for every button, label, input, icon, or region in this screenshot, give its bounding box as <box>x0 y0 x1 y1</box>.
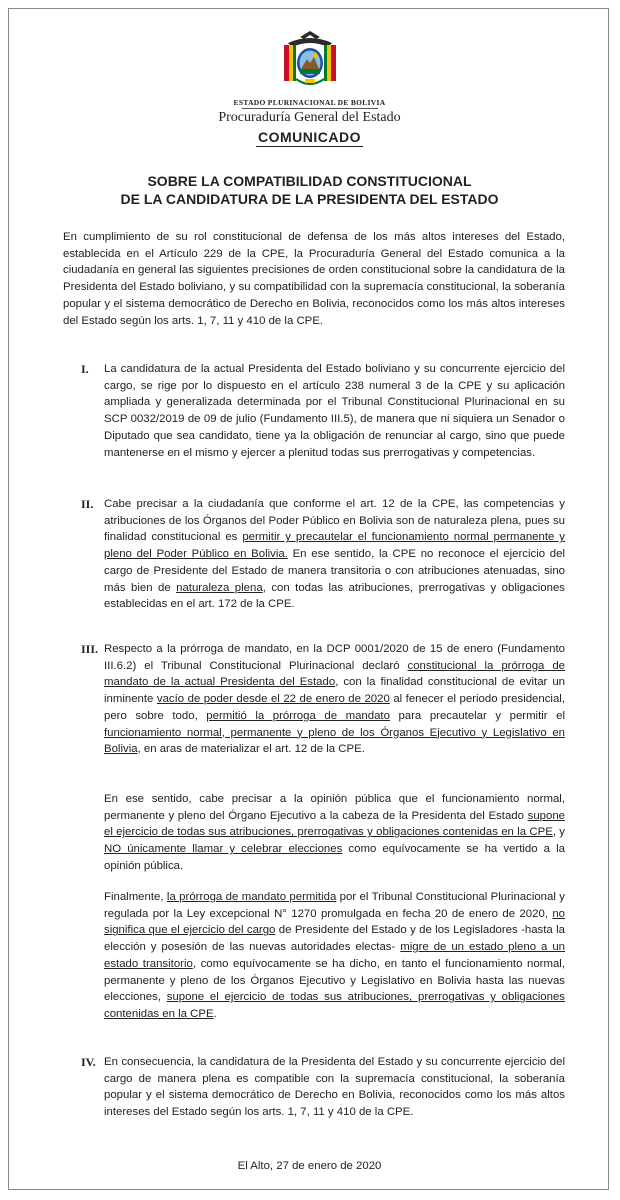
text-run: , y <box>552 826 565 839</box>
text-run: de Presidente del Estado y de los Legisladores -hasta la elección y posesión de las nuevas autoridades electas- <box>104 924 565 954</box>
document-frame <box>8 8 609 1190</box>
section-text <box>104 1054 565 1121</box>
text-run: En consecuencia, la candidatura de la Presidenta del Estado y su concurrente ejercicio del cargo de manera plena es compatible con la supremacía constitucional, la soberanía popular y el sistema democrático de Derecho en Bolivia, reconocidos como los más altos intereses del Estado según los arts. 1, 7, 11 y 410 de la CPE. <box>104 1056 565 1119</box>
section-number: II. <box>81 497 94 511</box>
section-iii-paragraph-3 <box>104 889 565 1023</box>
intro-paragraph: En cumplimiento de su rol constitucional de defensa de los más altos intereses del Estado, establecida en el Artículo 229 de la CPE, la Procuraduría General del Estado comunica a la ciudadanía en general las siguientes precisiones de orden constitucional sobre la candidatura de la Presidenta del Estado boliviano, y su compatibilidad con la supremacía constitucional, la soberanía popular y el sistema democrático de Derecho en Bolivia, reconocidos como los más altos intereses del Estado según los arts. 1, 7, 11 y 410 de la CPE. <box>63 231 565 327</box>
text-run: para precautelar y permitir el <box>389 709 565 722</box>
document-title <box>9 172 610 208</box>
letterhead-divider <box>242 108 378 109</box>
underlined-phrase: supone el ejercicio de todas sus atribuciones, prerrogativas y obligaciones contenidas en la CPE <box>104 809 565 839</box>
text-run: La candidatura de la actual Presidenta del Estado boliviano y su concurrente ejercicio del cargo, se rige por lo dispuesto en el artículo 238 numeral 3 de la CPE y su aplicación ampliada y generalizada determinada por el Tribunal Constitucional Plurinacional en su SCP 0032/2019 de 09 de julio (Fundamento III.5), de manera que ni siquiera un Senador o Diputado que sea candidato, tiene ya la obligación de renunciar al cargo, sino que puede mantenerse en el mismo y ejercer a plenitud todas sus prerrogativas y competencias. <box>104 363 565 459</box>
text-run: Cabe precisar a la ciudadanía que conforme el art. 12 de la CPE, las competencias y atribuciones de los Órganos del Poder Público en Bolivia son de naturaleza plena, pues su finalidad constitucional es <box>104 498 565 544</box>
text-run: como equívocamente se ha vertido a la opinión pública. <box>104 843 566 872</box>
section-number: I. <box>81 362 89 376</box>
underlined-phrase: constitucional la prórroga de mandato de la actual Presidenta del Estado <box>104 659 565 689</box>
title-line-1: SOBRE LA COMPATIBILIDAD CONSTITUCIONAL <box>147 173 472 189</box>
title-line-2: DE LA CANDIDATURA DE LA PRESIDENTA DEL ESTADO <box>120 191 499 207</box>
section-text <box>104 361 565 461</box>
text-run: En ese sentido, la CPE no reconoce el ejercicio del cargo de Presidente del Estado de manera transitoria o con atribuciones atenuadas, sino más bien de <box>104 548 565 594</box>
document-heading <box>9 129 610 147</box>
letterhead <box>9 29 610 126</box>
section-iii <box>63 641 565 758</box>
text-run: . <box>213 1007 217 1020</box>
bolivia-coat-of-arms-icon <box>278 29 342 91</box>
section-text <box>104 641 565 758</box>
heading-text: COMUNICADO <box>258 129 361 145</box>
underlined-phrase: permitió la prórroga de mandato <box>206 709 390 722</box>
underlined-phrase: naturaleza plena <box>176 581 263 594</box>
text-run: , con todas las atribuciones, prerrogativas y obligaciones establecidas en el art. 172 de la CPE. <box>104 581 566 611</box>
place-and-date: El Alto, 27 de enero de 2020 <box>237 1160 382 1172</box>
section-ii <box>63 496 565 613</box>
underlined-phrase: migre de un estado pleno a un estado transitorio <box>104 941 565 970</box>
underlined-phrase: supone el ejercicio de todas sus atribuciones, prerrogativas y obligaciones contenidas en la CPE <box>104 991 566 1020</box>
text-run: En ese sentido, cabe precisar a la opinión pública que el funcionamiento normal, permanente y pleno del Órgano Ejecutivo a la cabeza de la Presidenta del Estado <box>104 793 565 822</box>
text-run: , como equívocamente se ha dicho, en tanto el funcionamiento normal, permanente y pleno de los Órganos Ejecutivo y Legislativo en Bolivia hasta las nuevas elecciones, <box>104 957 565 1004</box>
institution-small-caption: ESTADO PLURINACIONAL DE BOLIVIA <box>233 98 386 107</box>
underlined-phrase: no significa que el ejercicio del cargo <box>104 907 565 937</box>
underlined-phrase: la prórroga de mandato permitida <box>166 891 337 903</box>
text-run: Finalmente, <box>104 891 167 903</box>
underlined-phrase: NO únicamente llamar y celebrar elecciones <box>104 843 343 856</box>
text-run: por el Tribunal Constitucional Plurinacional y regulada por la Ley excepcional N° 1270 promulgada en fecha 20 de enero de 2020, <box>104 891 565 920</box>
section-iii-paragraph-2 <box>104 791 565 875</box>
underlined-phrase: funcionamiento normal, permanente y pleno de los Órganos Ejecutivo y Legislativo en Bolivia <box>104 726 565 756</box>
underlined-phrase: vacío de poder desde el 22 de enero de 2020 <box>156 693 390 706</box>
section-i <box>63 361 565 461</box>
text-run: al fenecer el periodo presidencial, pero sobre todo, <box>104 693 565 722</box>
institution-name: Procuraduría General del Estado <box>218 110 401 125</box>
text-run: , en aras de materializar el art. 12 de la CPE. <box>137 743 365 756</box>
text-run: , con la finalidad constitucional de evitar un inminente <box>104 676 565 706</box>
section-number: IV. <box>81 1055 96 1069</box>
text-run: Respecto a la prórroga de mandato, en la DCP 0001/2020 de 15 de enero (Fundamento III.6.2) el Tribunal Constitucional Plurinacional declaró <box>104 643 565 672</box>
underlined-phrase: permitir y precautelar el funcionamiento normal permanente y pleno del Poder Público en Bolivia. <box>104 531 565 561</box>
section-text <box>104 496 565 613</box>
section-number: III. <box>81 642 99 656</box>
section-iv <box>63 1054 565 1121</box>
